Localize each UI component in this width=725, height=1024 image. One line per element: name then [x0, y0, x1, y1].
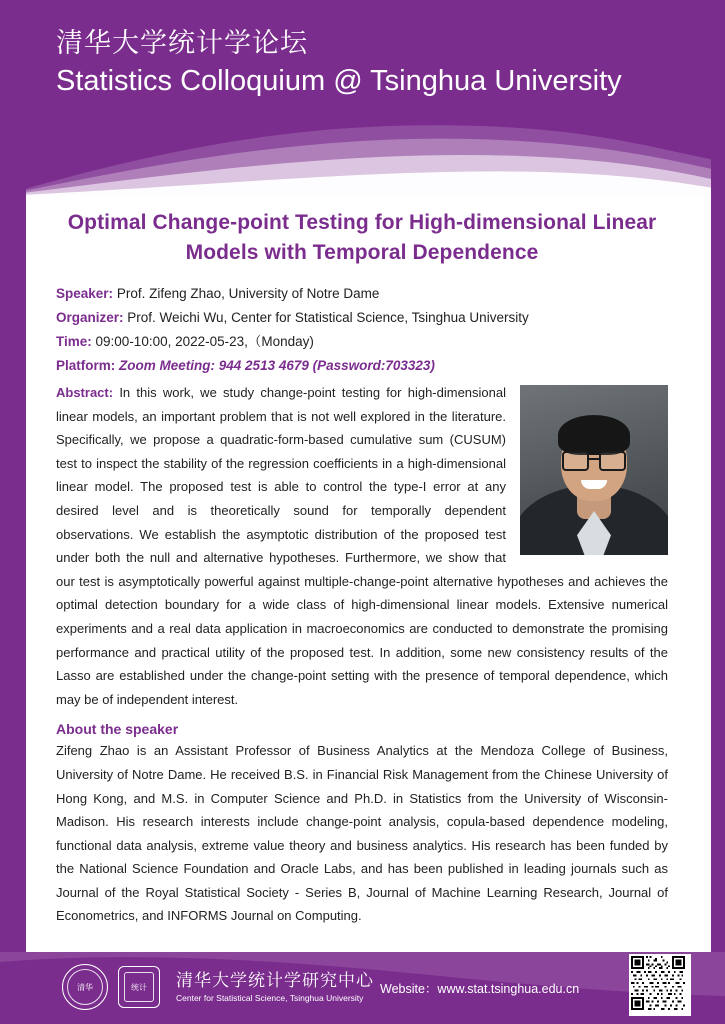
- meta-organizer-label: Organizer:: [56, 310, 124, 325]
- abstract-block: [56, 381, 668, 711]
- footer-website: Website：www.stat.tsinghua.edu.cn: [380, 982, 580, 996]
- talk-title: Optimal Change-point Testing for High-dimensional Linear Models with Temporal Dependence: [67, 211, 657, 264]
- tsinghua-seal-icon: [62, 964, 108, 1010]
- about-speaker-heading: About the speaker: [56, 721, 179, 738]
- photo-hair: [558, 415, 630, 455]
- poster-body: [56, 208, 668, 928]
- header-title-cn: 清华大学统计学论坛: [56, 28, 308, 58]
- speaker-photo: [520, 385, 668, 555]
- seal-text-1: 清华: [77, 982, 93, 992]
- center-seal-icon: [118, 966, 160, 1008]
- qr-code-image: [631, 956, 685, 1010]
- qr-code: [629, 954, 691, 1016]
- meta-organizer: [56, 306, 668, 329]
- abstract-label: Abstract:: [56, 385, 114, 400]
- meta-platform-label: Platform:: [56, 358, 116, 373]
- poster-header: [0, 0, 725, 196]
- poster-footer: [0, 952, 725, 1024]
- seal-text-2: 统计: [131, 982, 147, 992]
- meta-platform: [56, 354, 668, 377]
- meta-speaker-label: Speaker:: [56, 286, 114, 301]
- header-title-en: Statistics Colloquium @ Tsinghua University: [56, 65, 622, 97]
- header-title-block: [56, 26, 622, 100]
- meta-speaker: [56, 282, 668, 305]
- about-speaker-bio: Zifeng Zhao is an Assistant Professor of Business Analytics at the Mendoza College of Business, University of Notre Dame. He received B.S. in Financial Risk Management from the Chinese University of Hong Kong, and M.S. in Computer Science and Ph.D. in Statistics from the University of Wisconsin-Madison. His research interests include change-point analysis, copula-based dependence modeling, functional data analysis, extreme value theory and business analytics. His research has been funded by the National Science Foundation and Oracle Labs, and has been published in leading journals such as Journal of the Royal Statistical Society - Series B, Journal of Machine Learning Research, Journal of Econometrics, and INFORMS Journal on Computing.: [56, 743, 668, 924]
- meta-time-value: 09:00-10:00, 2022-05-23,（Monday): [95, 334, 314, 349]
- abstract-text: In this work, we study change-point testing for high-dimensional linear models, an important problem that is not well explored in the literature. Specifically, we propose a quadratic-form-based cumulative sum (CUSUM) test to inspect the stability of the regression coefficients in a high-dimensional linear model. The proposed test is able to control the type-I error at any desired level and is theoretically sound for temporally dependent observations. We establish the asymptotic distribution of the proposed test under both the null and alternative hypotheses. Furthermore, we show that our test is asymptotically powerful against multiple-change-point alternative hypotheses and achieves the optimal detection boundary for a wide class of high-dimensional linear models. Extensive numerical experiments and a real data application in macroeconomics are conducted to demonstrate the promising performance and practical utility of the proposed test. In addition, some new consistency results of the Lasso are established under the change-point setting with the presence of temporal dependence, which may be of independent interest.: [56, 385, 668, 707]
- photo-glasses-bridge: [588, 458, 600, 460]
- footer-center-name: [176, 970, 374, 1004]
- right-accent-bar: [711, 0, 725, 1024]
- footer-center-name-en: Center for Statistical Science, Tsinghua University: [176, 993, 364, 1003]
- footer-logo-group: [62, 964, 374, 1010]
- left-accent-bar: [0, 0, 26, 1024]
- meta-organizer-value: Prof. Weichi Wu, Center for Statistical Science, Tsinghua University: [127, 310, 529, 325]
- meta-time: [56, 330, 668, 353]
- photo-glasses-left: [562, 451, 589, 471]
- meta-speaker-value: Prof. Zifeng Zhao, University of Notre Dame: [116, 286, 380, 301]
- photo-glasses-right: [599, 451, 626, 471]
- meta-time-label: Time:: [56, 334, 92, 349]
- footer-center-name-cn: 清华大学统计学研究中心: [176, 971, 374, 990]
- meta-platform-value: Zoom Meeting: 944 2513 4679 (Password:703323): [119, 358, 435, 373]
